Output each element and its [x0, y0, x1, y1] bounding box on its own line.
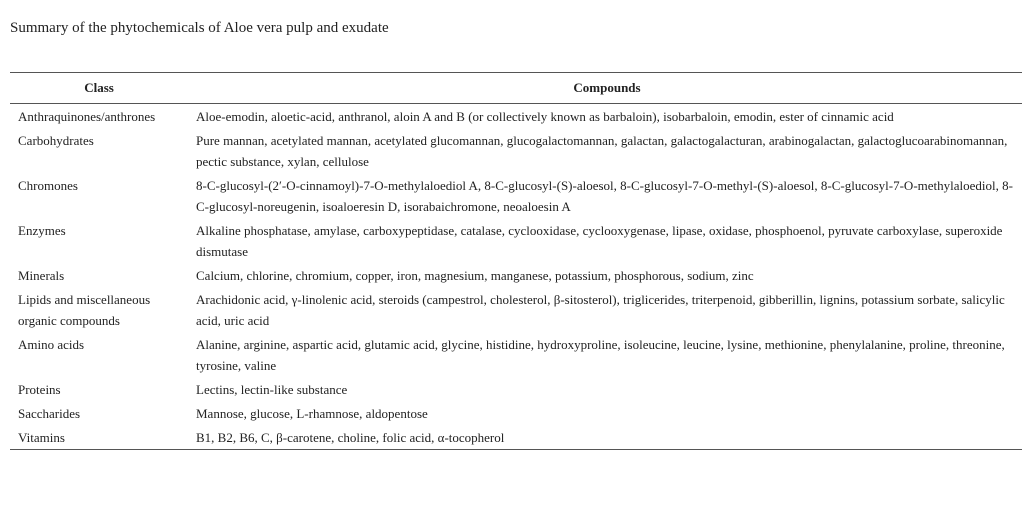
- class-cell: Chromones: [18, 178, 78, 193]
- compounds-cell: Lectins, lectin-like substance: [196, 382, 348, 397]
- header-row: [10, 73, 1022, 104]
- table-caption: Summary of the phytochemicals of Aloe vera pulp and exudate: [10, 20, 389, 36]
- table-row: [10, 332, 1022, 377]
- class-cell: Carbohydrates: [18, 133, 94, 148]
- table-row: [10, 401, 1022, 425]
- compounds-cell: Aloe-emodin, aloetic-acid, anthranol, aloin A and B (or collectively known as barbaloin), isobarbaloin, emodin, ester of cinnamic acid: [196, 109, 894, 124]
- class-cell: Lipids and miscellaneous organic compounds: [18, 292, 151, 328]
- compounds-cell: Calcium, chlorine, chromium, copper, iron, magnesium, manganese, potassium, phosphorous, sodium, zinc: [196, 268, 754, 283]
- table-row: [10, 173, 1022, 218]
- compounds-cell: Alanine, arginine, aspartic acid, glutamic acid, glycine, histidine, hydroxyproline, isoleucine, leucine, lysine, methionine, phenylalanine, proline, threonine, tyrosine, valine: [196, 337, 1005, 373]
- phytochemicals-table-container: [10, 72, 1022, 450]
- compounds-cell: B1, B2, B6, C, β-carotene, choline, folic acid, α-tocopherol: [196, 430, 505, 445]
- table-header: [10, 73, 1022, 104]
- class-cell: Saccharides: [18, 406, 81, 421]
- class-cell: Anthraquinones/anthrones: [18, 109, 156, 124]
- table-row: [10, 377, 1022, 401]
- compounds-cell: 8-C-glucosyl-(2′-O-cinnamoyl)-7-O-methylaloediol A, 8-C-glucosyl-(S)-aloesol, 8-C-glucosyl-7-O-methyl-(S)-aloesol, 8-C-glucosyl-7-O-methylaloediol, 8-C-glucosyl-noreugenin, isoaloeresin D, isorabaichromone, neoaloesin A: [196, 178, 1013, 214]
- compounds-cell: Mannose, glucose, L-rhamnose, aldopentose: [196, 406, 428, 421]
- compounds-cell: Alkaline phosphatase, amylase, carboxypeptidase, catalase, cyclooxidase, cyclooxygenase, lipase, oxidase, phosphoenol, pyruvate carboxylase, superoxide dismutase: [196, 223, 1003, 259]
- class-cell: Proteins: [18, 382, 61, 397]
- class-cell: Enzymes: [18, 223, 66, 238]
- compounds-cell: Pure mannan, acetylated mannan, acetylated glucomannan, glucogalactomannan, galactan, galactogalacturan, arabinogalactan, galactoglucoarabinomannan, pectic substance, xylan, cellulose: [196, 133, 1008, 169]
- phytochemicals-table: [10, 72, 1022, 450]
- class-cell: Minerals: [18, 268, 65, 283]
- table-row: [10, 218, 1022, 263]
- table-row: [10, 425, 1022, 450]
- table-row: [10, 263, 1022, 287]
- table-row: [10, 287, 1022, 332]
- table-row: [10, 104, 1022, 129]
- table-row: [10, 128, 1022, 173]
- header-compounds: Compounds: [573, 80, 641, 95]
- header-class: Class: [84, 80, 114, 95]
- class-cell: Amino acids: [18, 337, 85, 352]
- class-cell: Vitamins: [18, 430, 65, 445]
- compounds-cell: Arachidonic acid, γ-linolenic acid, steroids (campestrol, cholesterol, β-sitosterol), triglicerides, triterpenoid, gibberillin, lignins, potassium sorbate, salicylic acid, uric acid: [196, 292, 1005, 328]
- table-body: [10, 104, 1022, 450]
